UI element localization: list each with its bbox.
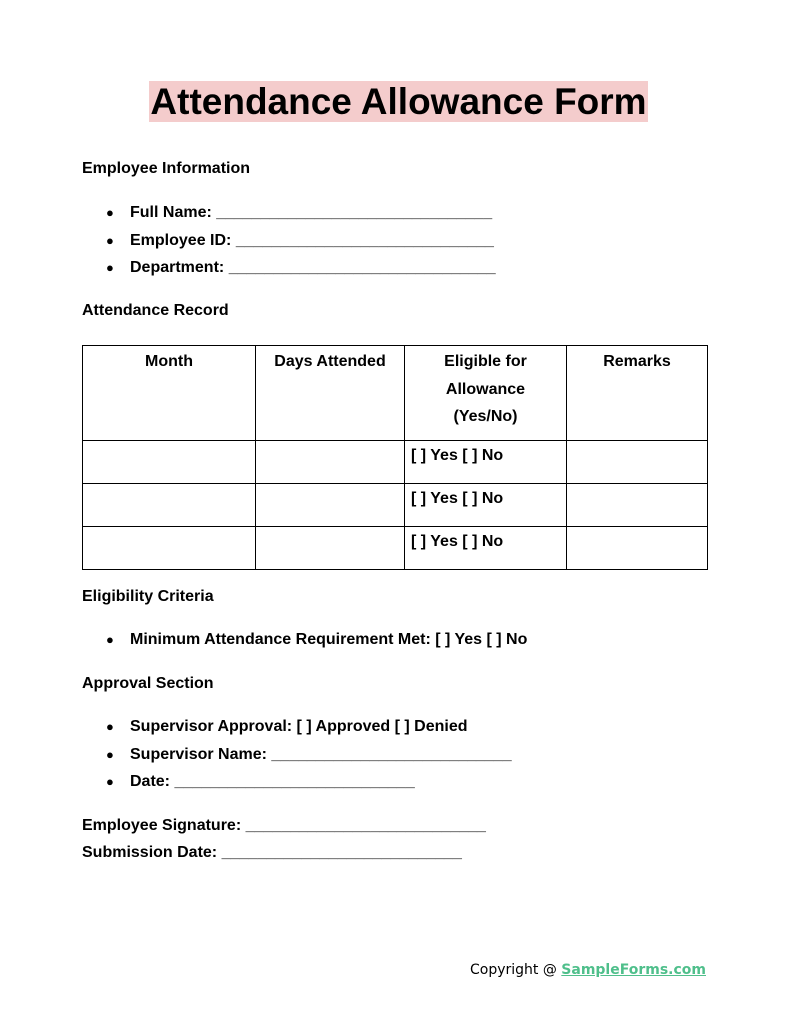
month-cell[interactable] <box>83 441 256 484</box>
department-field[interactable]: ● Department: ______________________________ <box>82 258 496 286</box>
attendance-table <box>82 345 708 570</box>
approval-list <box>82 717 512 800</box>
eligible-cell[interactable]: [ ] Yes [ ] No <box>405 441 567 484</box>
full-name-field[interactable]: ● Full Name: _______________________________ <box>82 203 496 231</box>
days-cell[interactable] <box>256 484 405 527</box>
page-title <box>0 81 797 123</box>
employee-info-list <box>82 203 496 286</box>
remarks-cell[interactable] <box>567 441 708 484</box>
days-cell[interactable] <box>256 527 405 570</box>
copyright-footer: Copyright @ SampleForms.com <box>469 962 706 978</box>
remarks-cell[interactable] <box>567 484 708 527</box>
supervisor-name-field[interactable]: ● Supervisor Name: ___________________________ <box>82 745 512 773</box>
submission-date-field[interactable]: Submission Date: ___________________________ <box>82 844 462 861</box>
supervisor-approval-field[interactable]: ● Supervisor Approval: [ ] Approved [ ] Denied <box>82 717 512 745</box>
table-row <box>83 484 708 527</box>
section-heading: Attendance Record <box>82 302 229 319</box>
days-cell[interactable] <box>256 441 405 484</box>
sampleforms-link[interactable]: SampleForms.com <box>561 962 706 978</box>
eligible-cell[interactable]: [ ] Yes [ ] No <box>405 484 567 527</box>
section-heading: Approval Section <box>82 675 214 692</box>
table-row <box>83 527 708 570</box>
employee-signature-field[interactable]: Employee Signature: ___________________________ <box>82 817 486 834</box>
eligible-cell[interactable]: [ ] Yes [ ] No <box>405 527 567 570</box>
column-header: Remarks <box>567 346 708 441</box>
section-heading: Eligibility Criteria <box>82 588 214 605</box>
column-header: Month <box>83 346 256 441</box>
column-header: Eligible for Allowance (Yes/No) <box>405 346 567 441</box>
table-row <box>83 441 708 484</box>
month-cell[interactable] <box>83 484 256 527</box>
title-text: Attendance Allowance Form <box>150 81 647 122</box>
date-field[interactable]: ● Date: ___________________________ <box>82 772 512 800</box>
employee-id-field[interactable]: ● Employee ID: _____________________________ <box>82 231 496 259</box>
table-header-row <box>83 346 708 441</box>
section-heading: Employee Information <box>82 160 251 177</box>
column-header: Days Attended <box>256 346 405 441</box>
month-cell[interactable] <box>83 527 256 570</box>
eligibility-list <box>82 630 527 658</box>
remarks-cell[interactable] <box>567 527 708 570</box>
attendance-requirement-field[interactable]: ● Minimum Attendance Requirement Met: [ ] Yes [ ] No <box>82 630 527 658</box>
